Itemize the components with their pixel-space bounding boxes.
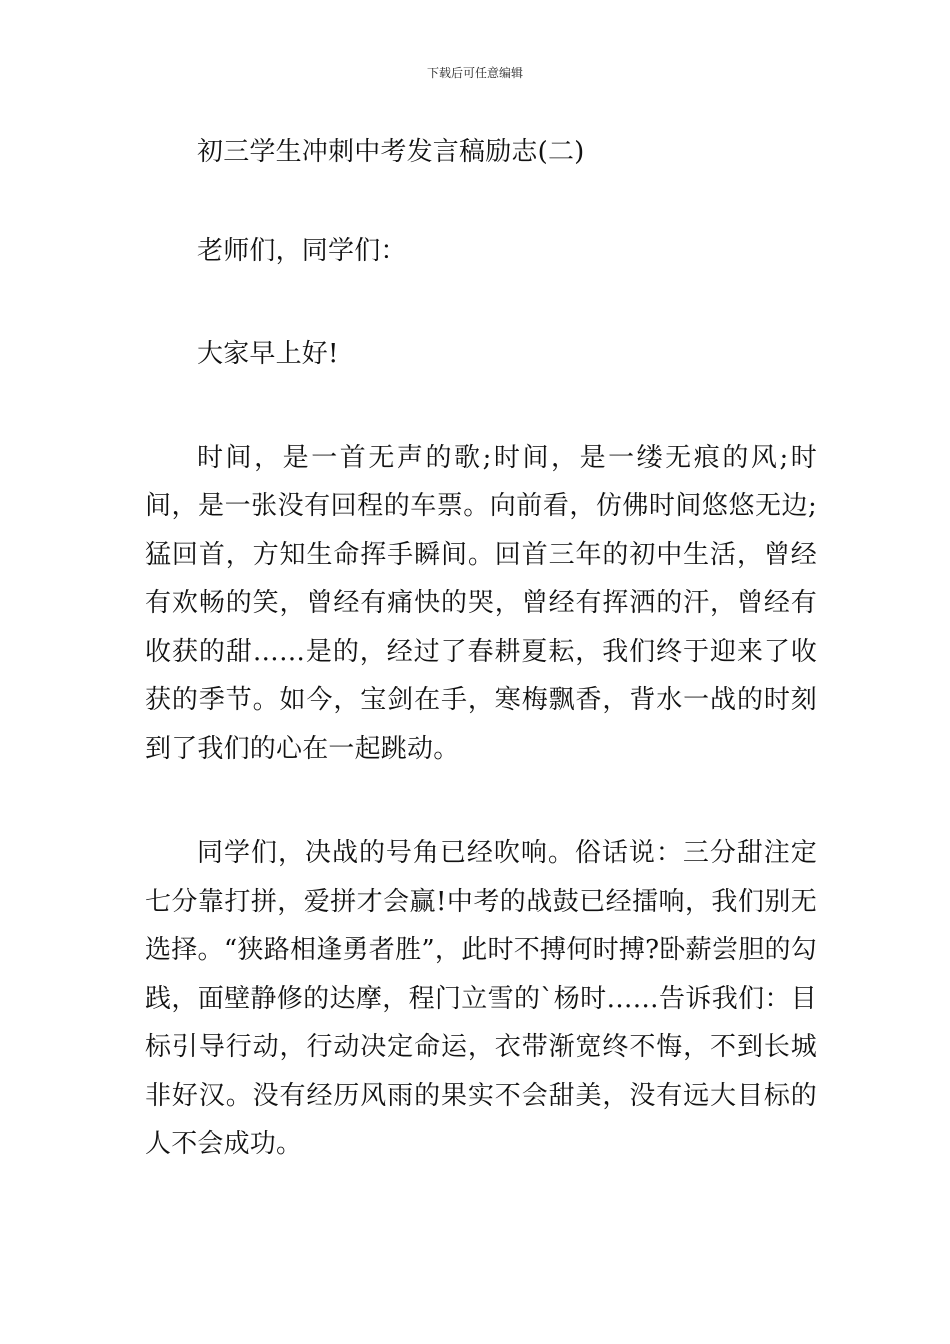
body-paragraph: 同学们，决战的号角已经吹响。俗话说：三分甜注定七分靠打拼，爱拼才会赢!中考的战鼓已经擂响，我们别无选择。“狭路相逢勇者胜”，此时不搏何时搏?卧薪尝胆的勾践，面壁静修的达摩，程门立雪的`杨时……告诉我们：目标引导行动，行动决定命运，衣带渐宽终不悔，不到长城非好汉。没有经历风雨的果实不会甜美，没有远大目标的人不会成功。: [145, 838, 817, 1159]
document-body: [145, 128, 817, 1169]
document-title: 初三学生冲刺中考发言稿励志(二): [197, 137, 585, 167]
page-header-note: 下载后可任意编辑: [426, 66, 523, 80]
greeting: 大家早上好!: [197, 339, 339, 369]
salutation: 老师们，同学们：: [197, 235, 407, 266]
body-paragraph: 时间，是一首无声的歌;时间，是一缕无痕的风;时间，是一张没有回程的车票。向前看，仿佛时间悠悠无边;猛回首，方知生命挥手瞬间。回首三年的初中生活，曾经有欢畅的笑，曾经有痛快的哭，曾经有挥洒的汗，曾经有收获的甜……是的，经过了春耕夏耘，我们终于迎来了收获的季节。如今，宝剑在手，寒梅飘香，背水一战的时刻到了我们的心在一起跳动。: [145, 442, 817, 764]
